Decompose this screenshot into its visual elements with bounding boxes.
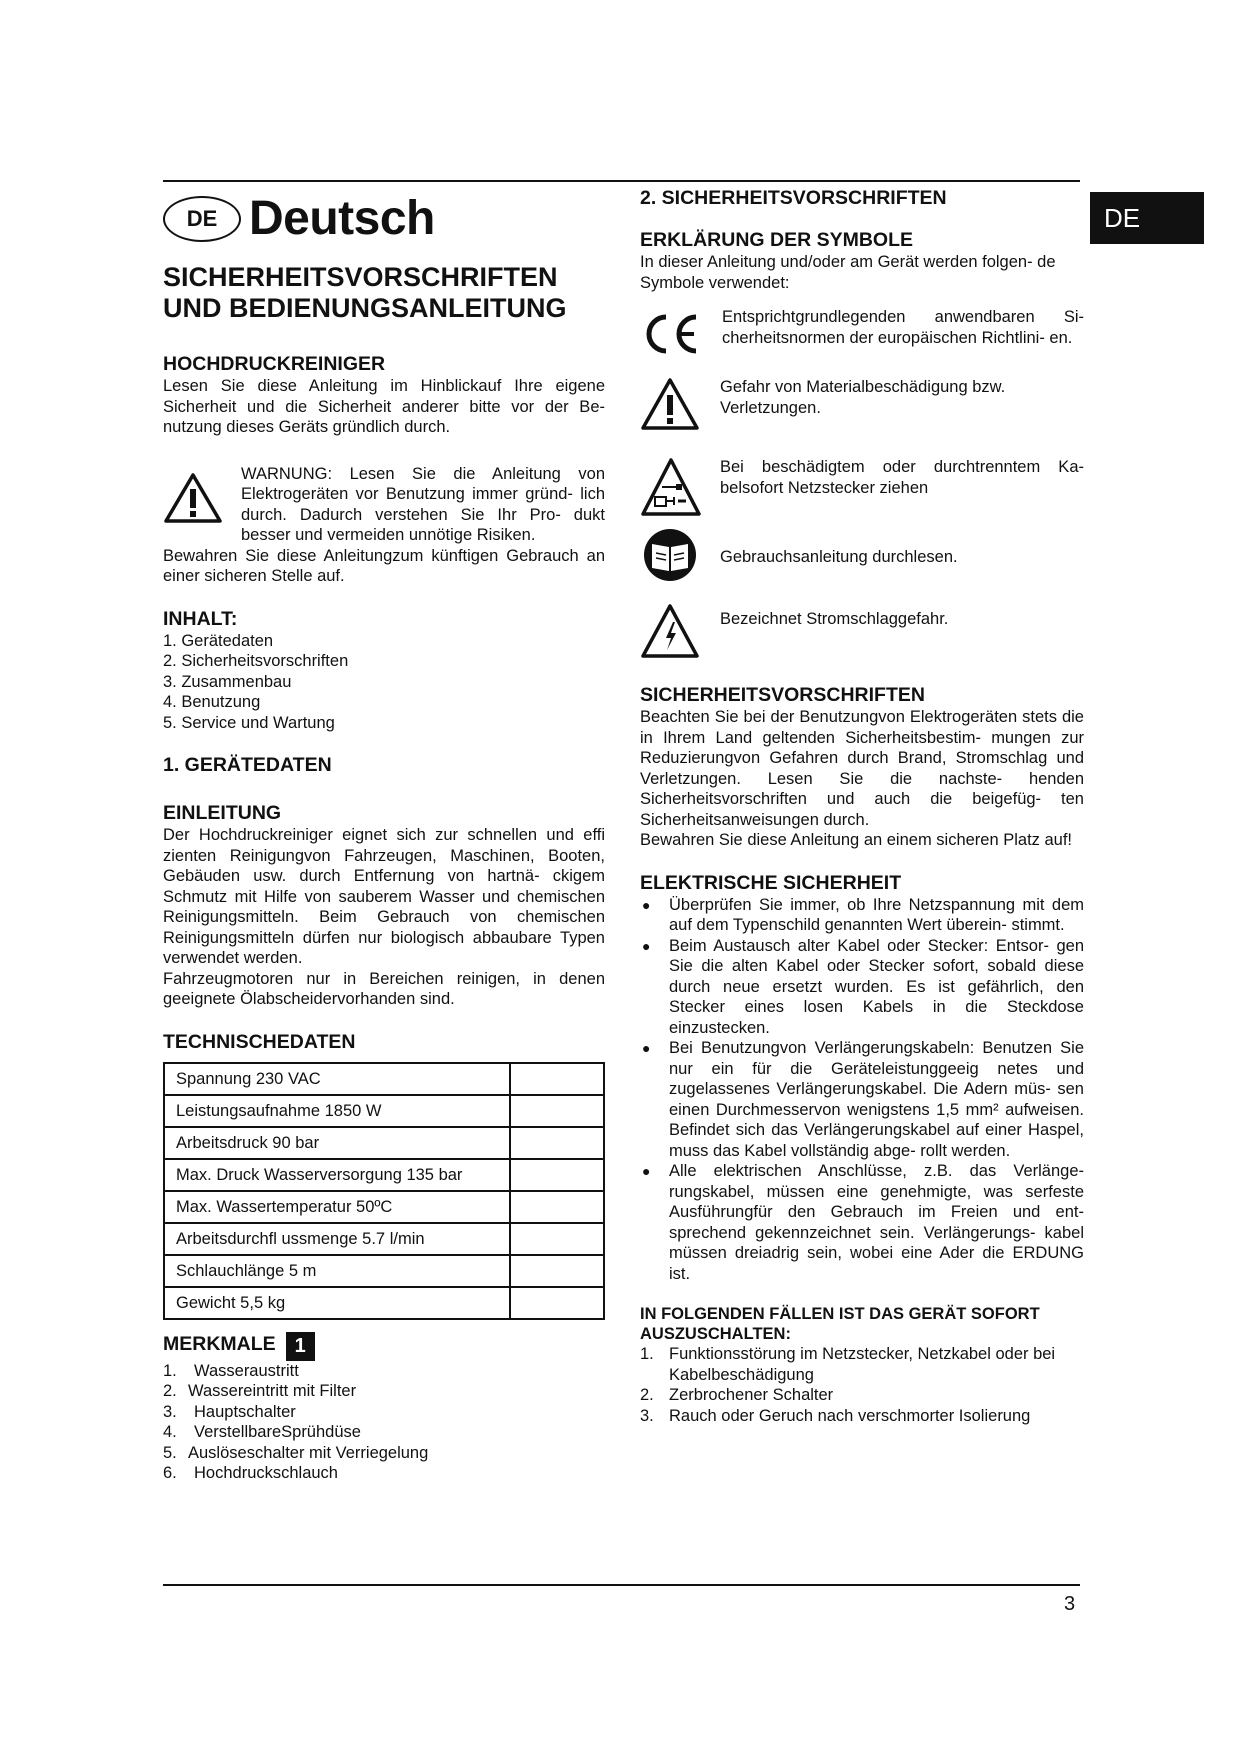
section2-heading: 2. SICHERHEITSVORSCHRIFTEN xyxy=(640,187,947,209)
feature-num: 6. xyxy=(163,1464,177,1482)
symbol-text: Gebrauchsanleitung durchlesen. xyxy=(720,548,958,566)
list-item xyxy=(163,1361,605,1382)
table-row xyxy=(164,1063,604,1095)
tech-cell-blank xyxy=(510,1127,604,1159)
hochdruck-heading: HOCHDRUCKREINIGER xyxy=(163,353,386,375)
contents-item: 1. Gerätedaten xyxy=(163,631,274,650)
list-item xyxy=(163,1402,605,1423)
warning-triangle-icon xyxy=(640,377,700,431)
table-row xyxy=(164,1223,604,1255)
tech-table xyxy=(163,1062,605,1320)
list-item xyxy=(640,895,1084,936)
bullet-icon: ● xyxy=(642,937,651,954)
safety-heading: SICHERHEITSVORSCHRIFTEN xyxy=(640,684,925,706)
list-text: Funktionsstörung im Netzstecker, Netzkabel oder bei Kabelbeschädigung xyxy=(669,1345,1056,1384)
figure-reference-badge: 1 xyxy=(286,1332,315,1361)
shutoff-list xyxy=(640,1344,1084,1426)
bullet-icon: ● xyxy=(642,1163,651,1179)
feature-text: Auslöseschalter mit Verriegelung xyxy=(188,1443,429,1462)
bullet-icon: ● xyxy=(642,1040,651,1056)
tech-cell: Schlauchlänge 5 m xyxy=(164,1255,510,1287)
unplug-cable-icon xyxy=(640,457,702,517)
electric-heading: ELEKTRISCHE SICHERHEIT xyxy=(640,871,902,894)
feature-text: Hauptschalter xyxy=(194,1402,296,1421)
feature-text: Wasseraustritt xyxy=(194,1361,299,1380)
symbols-intro: In dieser Anleitung und/oder am Gerät werden folgen- de Symbole verwendet: xyxy=(640,253,1056,292)
feature-num: 3. xyxy=(163,1402,177,1421)
tech-cell-blank xyxy=(510,1063,604,1095)
tech-heading: TECHNISCHEDATEN xyxy=(163,1030,356,1053)
contents-list xyxy=(163,631,605,734)
tech-cell: Leistungsaufnahme 1850 W xyxy=(164,1095,510,1127)
symbol-row xyxy=(640,527,1084,597)
bullet-text: Überprüfen Sie immer, ob Ihre Netzspannung mit dem auf dem Typenschild genannten Wert überein- stimmt. xyxy=(669,895,1084,934)
list-number: 1. xyxy=(640,1345,654,1363)
language-header xyxy=(163,190,605,248)
tech-cell-blank xyxy=(510,1287,604,1319)
list-number: 3. xyxy=(640,1406,654,1425)
section1-heading: 1. GERÄTEDATEN xyxy=(163,754,332,776)
right-column xyxy=(640,186,1084,1426)
feature-text: VerstellbareSprühdüse xyxy=(194,1423,361,1441)
table-row xyxy=(164,1191,604,1223)
list-item xyxy=(640,936,1084,1039)
list-item xyxy=(163,1422,605,1443)
safety-text: Beachten Sie bei der Benutzungvon Elektrogeräten stets die in Ihrem Land geltenden Sicherheitsbestim- mungen zur Reduzierungvon Gefahren durch Brand, Stromschlag und Verletzungen. Lesen Sie die nachste- henden Sicherheitsvorschriften und auch die beigefüg- ten Sicherheitsanweisungen durch. xyxy=(640,708,1084,829)
tech-cell: Arbeitsdurchfl ussmenge 5.7 l/min xyxy=(164,1223,510,1255)
intro-paragraph: Lesen Sie diese Anleitung im Hinblickauf Ihre eigene Sicherheit und die Sicherheit anderer bitte vor der Be- nutzung dieses Geräts gründlich durch. xyxy=(163,377,605,436)
einleitung-text: Der Hochdruckreiniger eignet sich zur schnellen und effi zienten Reinigungvon Fahrzeugen, Maschinen, Booten, Gebäuden usw. durch Entfernung von hartnä- ckigem Schmutz mit Hilfe von sauberem Wasser und chemischen Reinigungsmitteln. Beim Gebrauch von chemischen Reinigungsmitteln dürfen nur biologisch abbaubare Typen verwendet werden. xyxy=(163,826,605,967)
tech-cell: Gewicht 5,5 kg xyxy=(164,1287,510,1319)
electric-shock-icon xyxy=(640,603,700,659)
merkmale-heading xyxy=(163,1332,605,1361)
read-manual-icon xyxy=(640,527,700,583)
list-item xyxy=(640,1344,1084,1385)
feature-num: 5. xyxy=(163,1443,177,1462)
table-row xyxy=(164,1159,604,1191)
page-title xyxy=(163,262,605,324)
list-item xyxy=(640,1406,1084,1427)
bullet-text: Alle elektrischen Anschlüsse, z.B. das Verlänge- rungskabel, müssen eine genehmigte, was serfeste Ausführungfür den Gebrauch im Freien und ent- sprechend gekennzeichnet sein. Verlängerungs- kabel müssen dreiadrig sein, wobei eine Ader die ERDUNG ist. xyxy=(669,1162,1084,1283)
symbol-row xyxy=(640,457,1084,527)
list-number: 2. xyxy=(640,1386,654,1404)
list-item xyxy=(163,1443,605,1464)
contents-item: 3. Zusammenbau xyxy=(163,672,292,691)
feature-num: 2. xyxy=(163,1382,177,1400)
page-title-line1: SICHERHEITSVORSCHRIFTEN xyxy=(163,262,558,292)
tech-cell-blank xyxy=(510,1255,604,1287)
table-row xyxy=(164,1127,604,1159)
merkmale-title: MERKMALE xyxy=(163,1332,276,1355)
bullet-icon: ● xyxy=(642,896,651,913)
tech-cell-blank xyxy=(510,1191,604,1223)
shutoff-heading: IN FOLGENDEN FÄLLEN IST DAS GERÄT SOFORT AUSZUSCHALTEN: xyxy=(640,1305,1040,1343)
feature-text: Wassereintritt mit Filter xyxy=(188,1382,357,1400)
symbol-row xyxy=(640,377,1084,451)
language-tab: DE xyxy=(1090,192,1204,244)
features-list xyxy=(163,1361,605,1484)
language-badge: DE xyxy=(163,196,241,242)
tech-cell: Max. Wassertemperatur 50ºC xyxy=(164,1191,510,1223)
tech-cell-blank xyxy=(510,1159,604,1191)
language-name: Deutsch xyxy=(249,192,435,245)
electric-bullet-list xyxy=(640,895,1084,1285)
bullet-text: Beim Austausch alter Kabel oder Stecker: Entsor- gen Sie die alten Kabel oder Stecker sofort, sobald diese durch neue ersetzt wurden. Es ist gefährlich, den Stecker eines losen Kabels in die Steckdose einzustecken. xyxy=(669,936,1084,1037)
symbol-text: Bezeichnet Stromschlaggefahr. xyxy=(720,610,949,628)
top-rule xyxy=(163,180,1080,182)
symbol-row xyxy=(640,307,1084,369)
table-row xyxy=(164,1287,604,1319)
symbol-text: Gefahr von Materialbeschädigung bzw. Verletzungen. xyxy=(720,378,1006,417)
contents-item: 4. Benutzung xyxy=(163,693,261,711)
page-number: 3 xyxy=(1064,1593,1076,1615)
left-column xyxy=(163,186,605,1484)
keep-text: Bewahren Sie diese Anleitungzum künftigen Gebrauch an einer sicheren Stelle auf. xyxy=(163,546,605,585)
list-item xyxy=(640,1385,1084,1406)
list-text: Rauch oder Geruch nach verschmorter Isolierung xyxy=(669,1406,1031,1425)
safety-text-2: Bewahren Sie diese Anleitung an einem sicheren Platz auf! xyxy=(640,831,1073,849)
table-row xyxy=(164,1095,604,1127)
warning-block xyxy=(163,464,605,587)
contents-heading: INHALT: xyxy=(163,607,238,630)
feature-text: Hochdruckschlauch xyxy=(194,1464,338,1482)
feature-num: 4. xyxy=(163,1423,177,1441)
list-item xyxy=(163,1463,605,1484)
bottom-rule xyxy=(163,1584,1080,1586)
warning-triangle-icon xyxy=(163,472,223,524)
symbol-text: Entsprichtgrundlegenden anwendbaren Si- cherheitsnormen der europäischen Richtlini- en. xyxy=(722,308,1084,347)
contents-item: 2. Sicherheitsvorschriften xyxy=(163,652,349,670)
list-item xyxy=(640,1161,1084,1284)
tech-cell: Arbeitsdruck 90 bar xyxy=(164,1127,510,1159)
einleitung-heading: EINLEITUNG xyxy=(163,802,282,824)
symbol-text: Bei beschädigtem oder durchtrenntem Ka- belsofort Netzstecker ziehen xyxy=(720,458,1084,497)
einleitung-text-2: Fahrzeugmotoren nur in Bereichen reinigen, in denen geeignete Ölabscheidervorhanden sind. xyxy=(163,969,605,1008)
tech-cell: Spannung 230 VAC xyxy=(164,1063,510,1095)
feature-num: 1. xyxy=(163,1361,177,1380)
page-title-line2: UND BEDIENUNGSANLEITUNG xyxy=(163,293,567,323)
table-row xyxy=(164,1255,604,1287)
bullet-text: Bei Benutzungvon Verlängerungskabeln: Benutzen Sie nur ein für die Geräteleistunggeeig netes und zugelassenes Verlängerungskabel. Die Adern müs- sen einen Durchmesservon wenigstens 1,5 mm² aufweisen. Befindet sich das Verlängerungskabel auf einer Haspel, muss das Kabel vollständig abge- rollt werden. xyxy=(669,1039,1084,1160)
tech-cell-blank xyxy=(510,1223,604,1255)
ce-mark-icon xyxy=(640,311,700,357)
warning-text: WARNUNG: Lesen Sie die Anleitung von Elektrogeräten vor Benutzung immer gründ- lich durch. Dadurch verstehen Sie Ihr Pro- dukt besser und vermeiden unnötige Risiken. xyxy=(241,464,605,544)
contents-item: 5. Service und Wartung xyxy=(163,713,335,732)
symbol-row xyxy=(640,603,1084,673)
tech-cell-blank xyxy=(510,1095,604,1127)
list-text: Zerbrochener Schalter xyxy=(669,1386,834,1404)
list-item xyxy=(640,1038,1084,1161)
tech-cell: Max. Druck Wasserversorgung 135 bar xyxy=(164,1159,510,1191)
list-item xyxy=(163,1381,605,1402)
symbols-heading: ERKLÄRUNG DER SYMBOLE xyxy=(640,229,914,251)
